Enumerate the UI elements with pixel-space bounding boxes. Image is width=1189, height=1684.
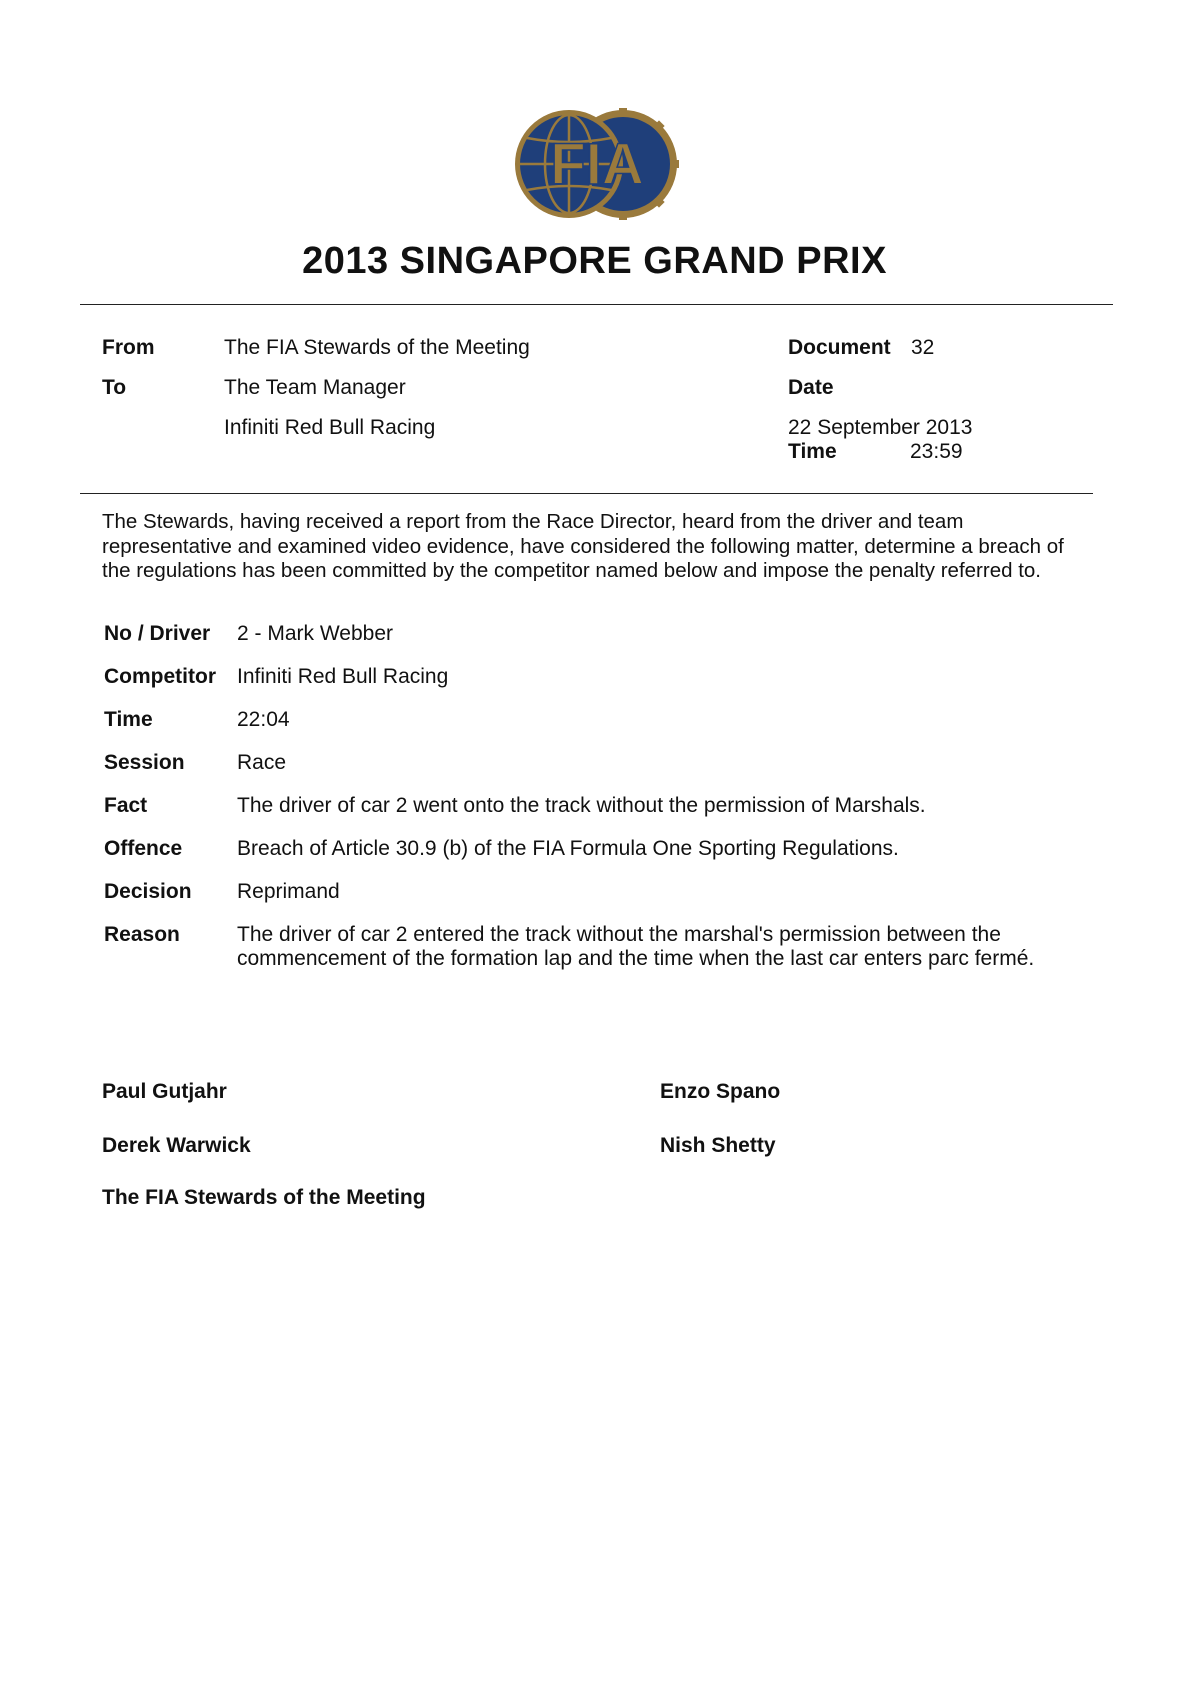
date-label: Date [788,376,834,399]
time-label: Time [788,440,837,463]
field-label: No / Driver [104,622,211,645]
title-year: 2013 [302,240,400,282]
field-value: 22:04 [237,708,290,731]
page-title [0,240,1189,283]
title-rest-3: RIX [822,240,887,282]
steward-name-1: Paul Gutjahr [102,1080,227,1103]
field-value: The driver of car 2 went onto the track without the permission of Marshals. [237,794,926,817]
from-value: The FIA Stewards of the Meeting [224,336,530,359]
field-label: Competitor [104,665,216,688]
field-value: Infiniti Red Bull Racing [237,665,449,688]
intro-paragraph: The Stewards, having received a report from the Race Director, heard from the driver and team representative and examined video evidence, have considered the following matter, determine a breach of the regulations has been committed by the competitor named below and impose the penalty referred to. [102,510,1064,582]
title-initial-2: G [643,240,674,282]
field-value: The driver of car 2 entered the track without the marshal's permission between the commencement of the formation lap and the time when the last car enters parc fermé. [237,923,1035,970]
top-divider [80,304,1113,305]
from-label: From [102,336,155,359]
to-label: To [102,376,127,399]
title-initial-3: P [796,240,823,282]
steward-name-3: Derek Warwick [102,1134,251,1157]
title-rest-1: INGAPORE [425,240,633,282]
document-number: 32 [911,336,935,359]
field-label: Reason [104,923,180,946]
field-label: Decision [104,880,192,903]
field-label: Fact [104,794,148,817]
time-value: 23:59 [910,440,963,463]
field-value: Race [237,751,287,774]
stewards-footer: The FIA Stewards of the Meeting [102,1186,426,1209]
title-rest-2: RAND [673,240,786,282]
to-value-2: Infiniti Red Bull Racing [224,416,436,439]
field-label: Session [104,751,185,774]
header-divider [80,493,1093,494]
document-label: Document [788,336,891,359]
title-initial-1: S [399,240,426,282]
fia-logo [513,108,681,220]
field-value: Breach of Article 30.9 (b) of the FIA Formula One Sporting Regulations. [237,837,899,860]
date-value: 22 September 2013 [788,416,973,439]
steward-name-2: Enzo Spano [660,1080,781,1103]
field-label: Offence [104,837,183,860]
field-value: Reprimand [237,880,340,903]
to-value-1: The Team Manager [224,376,406,399]
steward-name-4: Nish Shetty [660,1134,776,1157]
field-label: Time [104,708,153,731]
fia-logo-text: FIA [550,132,644,197]
field-value: 2 - Mark Webber [237,622,393,645]
